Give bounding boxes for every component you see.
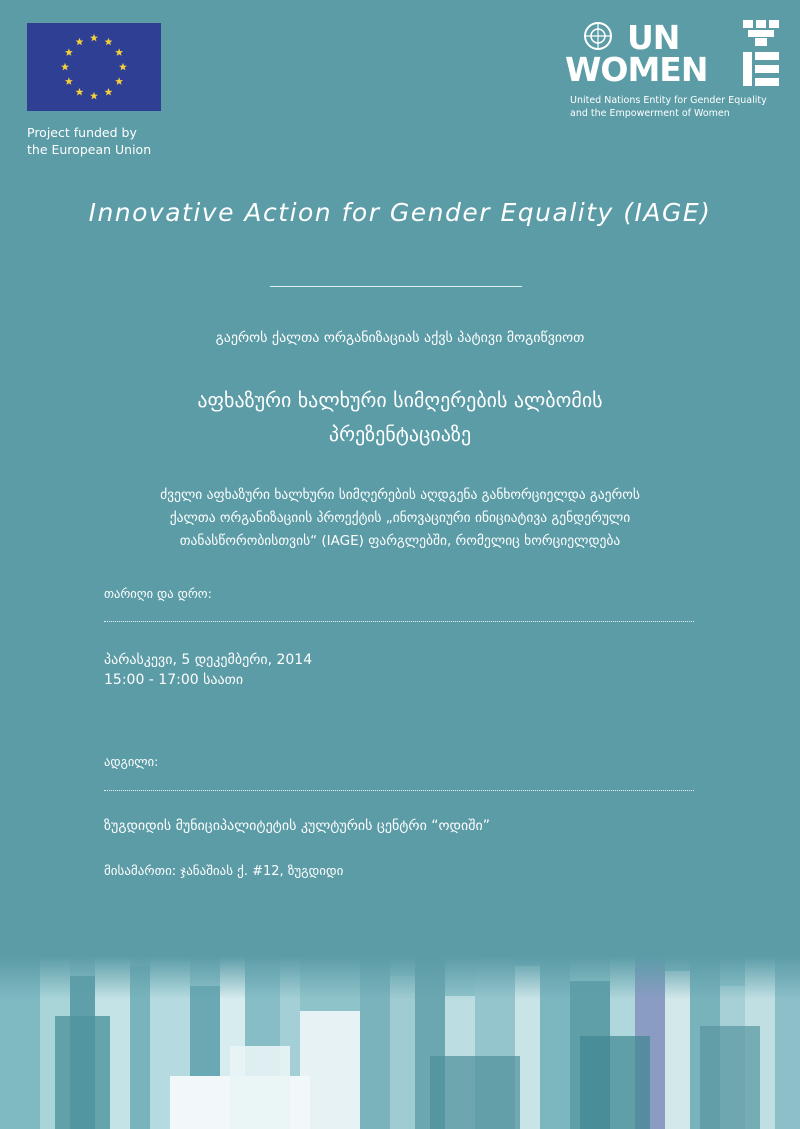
description-line2: ქალთა ორგანიზაციის პროექტის „ინოვაციური ინიციატივა გენდერული [169,510,631,526]
headline-line2: პრეზენტაციაზე [328,422,472,446]
venue-divider [104,790,694,791]
eu-caption-line1: Project funded by [27,125,137,140]
eu-star-icon [65,48,73,56]
un-women-subtitle [570,94,790,120]
page-title: Innovative Action for Gender Equality (IAGE) [88,198,712,227]
un-women-wordmark-women: WOMEN [565,50,708,89]
eu-star-icon [115,48,123,56]
eu-star-icon [90,34,98,42]
invitation-line: გაეროს ქალთა ორგანიზაციას აქვს პატივი მოგიწვიოთ [215,330,585,346]
eu-star-icon [65,77,73,85]
eu-star-icon [105,38,113,46]
un-women-symbol-icon [743,20,779,86]
description-line1: ძველი აფხაზური ხალხური სიმღერების აღდგენა განხორციელდა გაეროს [160,487,640,503]
date-label: თარიღი და დრო: [104,586,212,601]
description-line3: თანასწორობისთვის“ (IAGE) ფარგლებში, რომელიც ხორციელდება [179,533,621,549]
date-time-block [104,650,312,690]
title-divider [270,286,522,287]
eu-star-icon [76,88,84,96]
eu-star-icon [115,77,123,85]
un-women-subtitle-line1: United Nations Entity for Gender Equality [570,95,767,106]
eu-star-icon [119,63,127,71]
event-venue: ზუგდიდის მუნიციპალიტეტის კულტურის ცენტრი “ოდიში” [104,818,490,834]
event-headline [80,383,720,451]
un-women-subtitle-line2: and the Empowerment of Women [570,108,730,119]
un-women-wordmark-un: UN [627,18,680,57]
event-time: 15:00 - 17:00 საათი [104,672,244,688]
eu-star-icon [90,92,98,100]
un-women-logo [565,18,780,88]
decorative-bars-artwork [0,956,800,1129]
eu-star-icon [105,88,113,96]
event-description [80,484,720,553]
eu-star-icon [76,38,84,46]
eu-star-icon [61,63,69,71]
eu-funding-caption [27,124,177,158]
date-divider [104,621,694,622]
event-date: პარასკევი, 5 დეკემბერი, 2014 [104,652,313,668]
event-address: მისამართი: ჯანაშიას ქ. #12, ზუგდიდი [104,864,344,879]
eu-flag-icon [27,23,161,111]
venue-label: ადგილი: [104,754,159,769]
headline-line1: აფხაზური ხალხური სიმღერების ალბომის [197,388,603,412]
eu-caption-line2: the European Union [27,142,152,157]
un-emblem-icon [583,21,613,51]
